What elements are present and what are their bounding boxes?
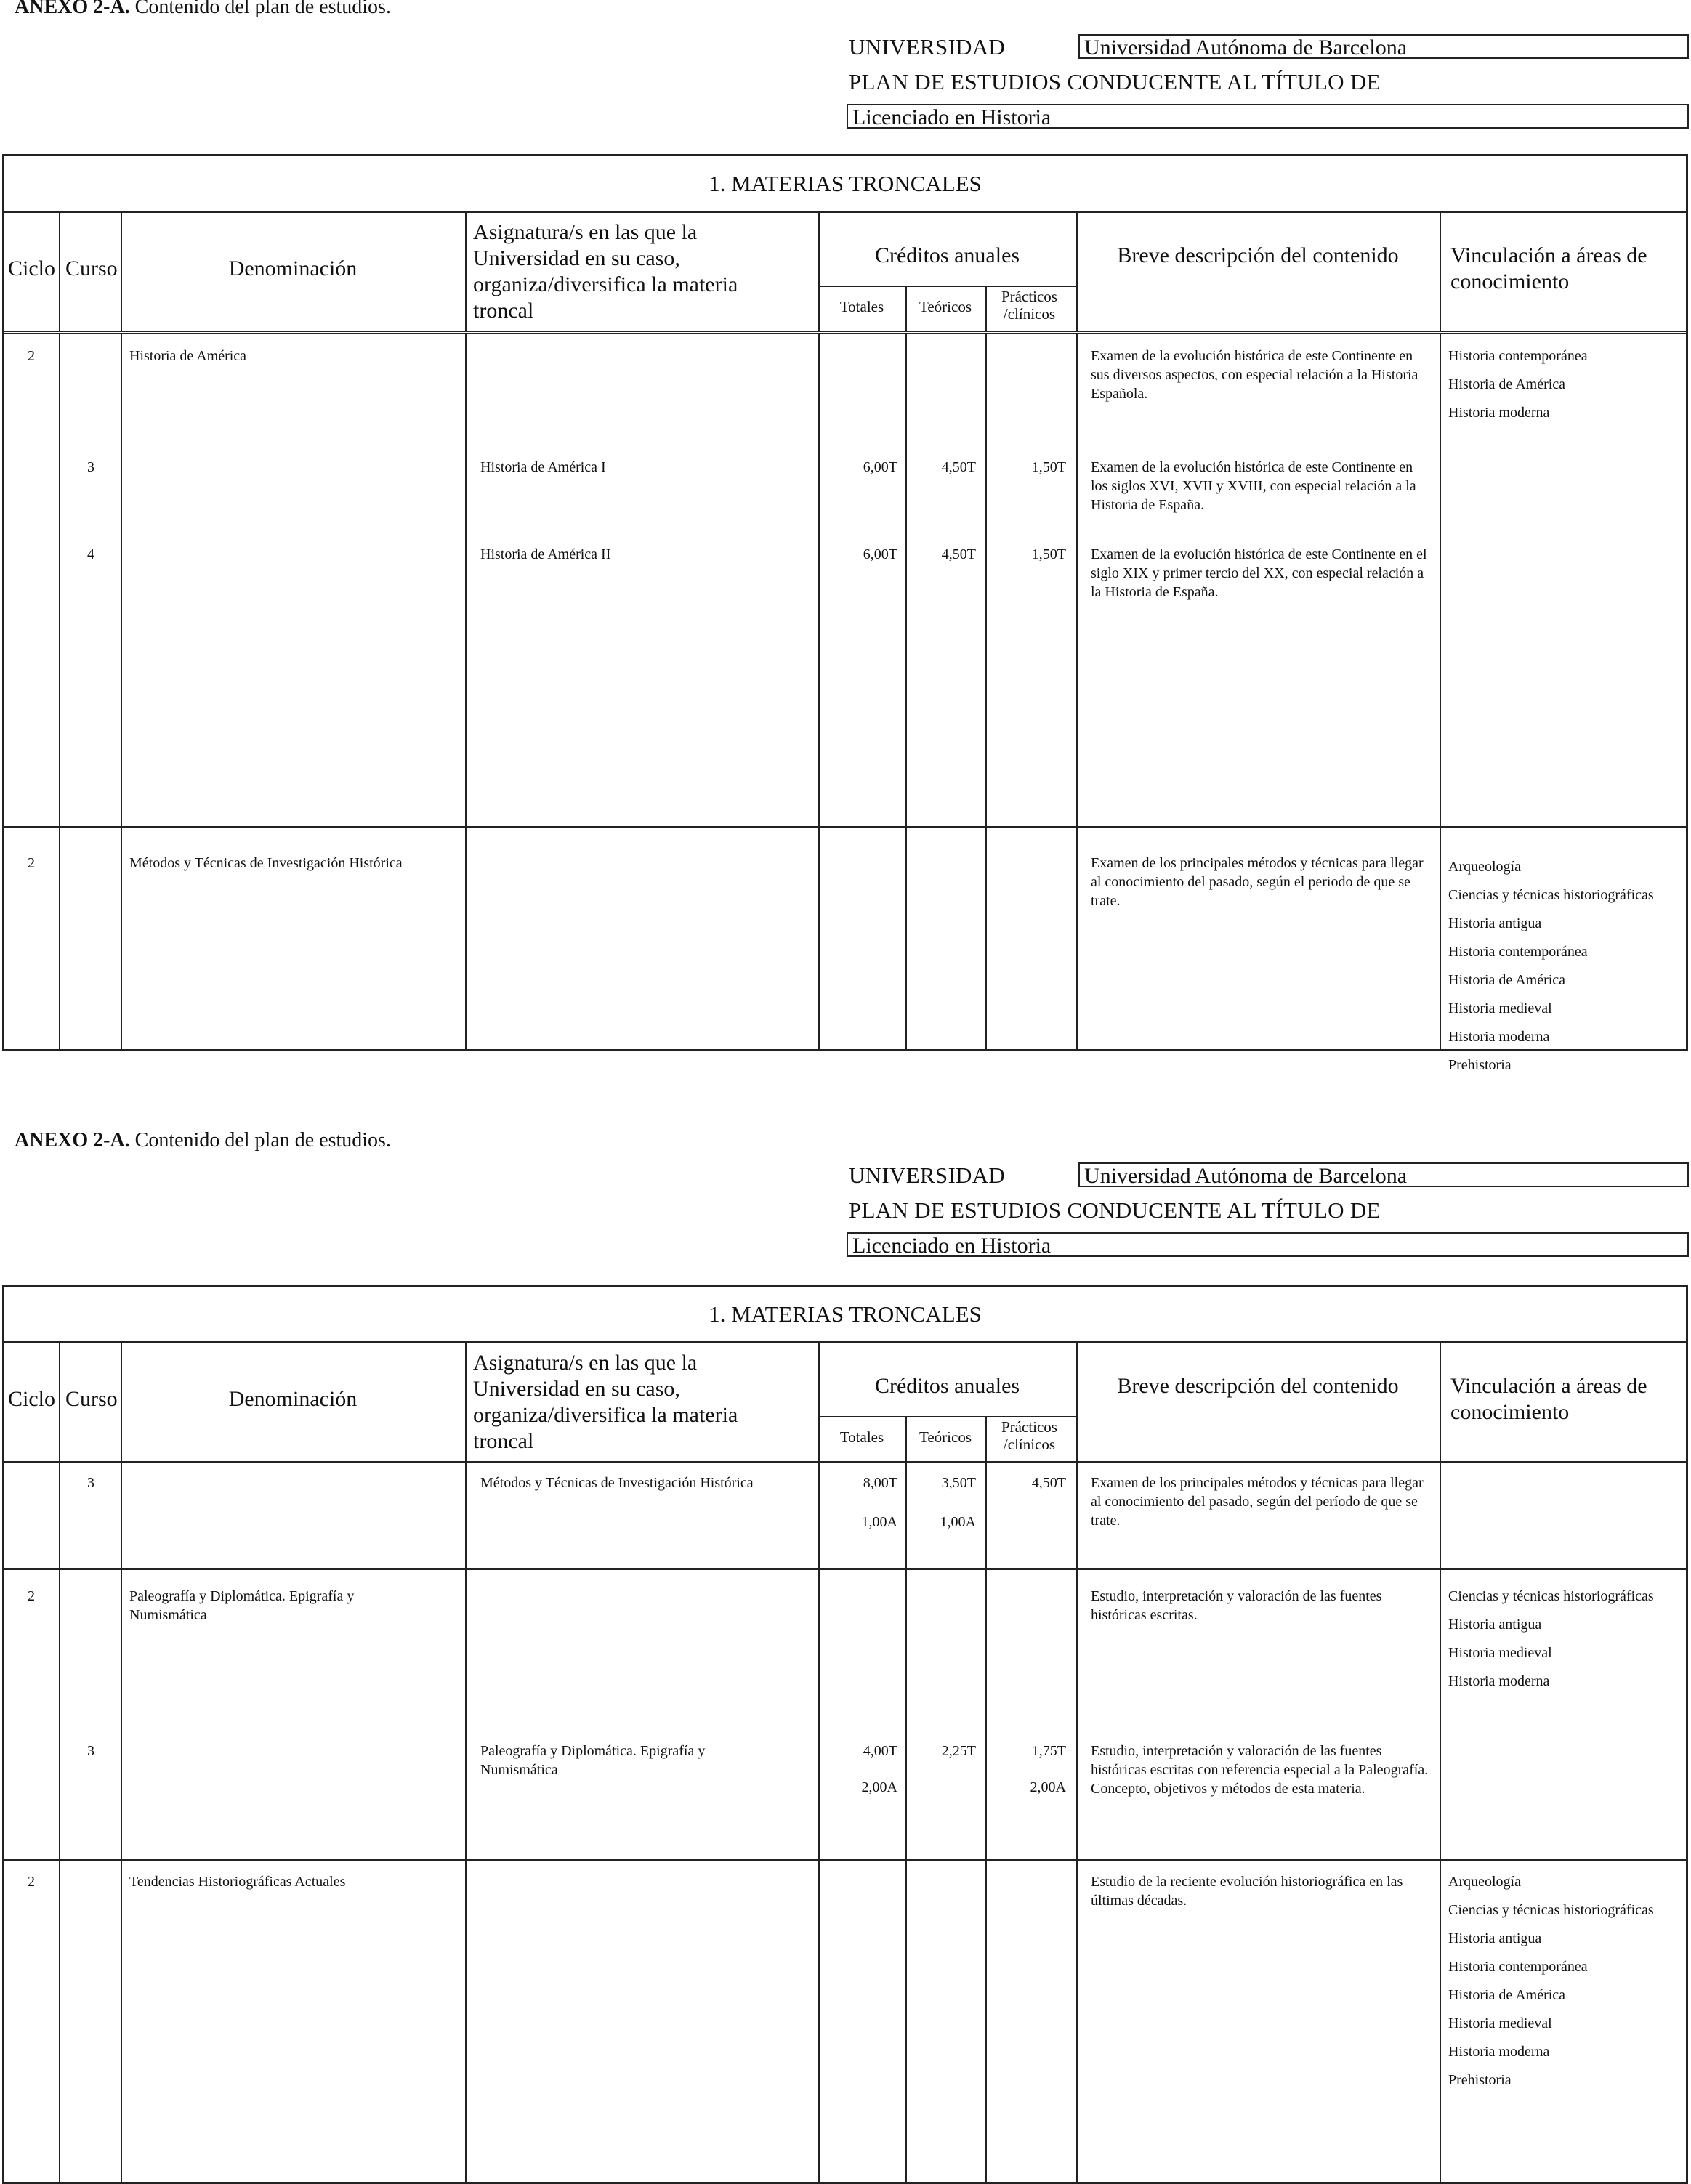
table-row-group	[4, 1461, 1686, 1570]
table-header	[4, 1341, 1686, 1463]
plan-label: PLAN DE ESTUDIOS CONDUCENTE AL TÍTULO DE	[849, 69, 1381, 94]
cell-denominacion: Paleografía y Diplomática. Epigrafía y Numismática	[129, 1588, 355, 1623]
table-header	[4, 211, 1686, 334]
header-asignatura: Asignatura/s en las que la Universidad en su caso, organiza/diversifica la materia troncal	[473, 220, 738, 323]
header-teoricos: Teóricos	[919, 1428, 972, 1446]
cell-curso: 4	[87, 546, 94, 562]
cell-descripcion: Examen de los principales métodos y técnicas para llegar al conocimiento del pasado, según el periodo de que se trate.	[1091, 855, 1424, 909]
cell-totales: 1,00A	[861, 1514, 897, 1530]
cell-practicos: 2,00A	[1030, 1779, 1066, 1795]
section-title: 1. MATERIAS TRONCALES	[4, 1287, 1686, 1343]
cell-asignatura: Historia de América I	[480, 459, 606, 475]
cell-totales: 6,00T	[863, 459, 897, 475]
cell-asignatura: Historia de América II	[480, 546, 611, 562]
header-creditos: Créditos anuales	[874, 1374, 1020, 1398]
header-vinculacion: Vinculación a áreas de conocimiento	[1450, 243, 1647, 294]
cell-areas: Historia contemporánea Historia de América Historia moderna	[1448, 348, 1588, 421]
annex-heading: ANEXO 2-A. Contenido del plan de estudios.	[15, 1129, 391, 1152]
header-asignatura: Asignatura/s en las que la Universidad en su caso, organiza/diversifica la materia troncal	[473, 1351, 738, 1453]
header-curso: Curso	[65, 1387, 118, 1411]
header-totales: Totales	[839, 1428, 884, 1446]
header-teoricos: Teóricos	[919, 298, 972, 315]
cell-practicos: 1,75T	[1031, 1743, 1066, 1759]
section-title: 1. MATERIAS TRONCALES	[4, 156, 1686, 213]
cell-teoricos: 3,50T	[941, 1475, 976, 1491]
cell-descripcion: Examen de la evolución histórica de este Continente en el siglo XIX y primer tercio del XX, con especial relación a la Historia de España.	[1091, 546, 1427, 600]
annex-heading: ANEXO 2-A. Contenido del plan de estudios.	[15, 0, 391, 18]
materias-table-1	[2, 154, 1688, 1073]
header-descripcion: Breve descripción del contenido	[1117, 243, 1399, 267]
cell-curso: 3	[87, 1743, 94, 1759]
cell-descripcion: Examen de los principales métodos y técnicas para llegar al conocimiento del pasado, según del período de que se trate.	[1091, 1475, 1424, 1529]
cell-asignatura: Métodos y Técnicas de Investigación Histórica	[480, 1475, 754, 1491]
cell-denominacion: Tendencias Historiográficas Actuales	[129, 1874, 346, 1890]
header-vinculacion: Vinculación a áreas de conocimiento	[1450, 1374, 1647, 1424]
universidad-label: UNIVERSIDAD	[849, 1162, 1006, 1188]
cell-descripcion: Examen de la evolución histórica de este Continente en los siglos XVI, XVII y XVIII, con especial relación a la Historia de España.	[1091, 459, 1416, 513]
cell-areas: Arqueología Ciencias y técnicas historiográficas Historia antigua Historia contemporánea Historia de América Historia medieval Historia moderna Prehistoria	[1448, 1874, 1654, 2088]
cell-practicos: 1,50T	[1031, 459, 1066, 475]
cell-asignatura: Paleografía y Diplomática. Epigrafía y Numismática	[480, 1743, 706, 1778]
cell-denominacion: Historia de América	[129, 348, 247, 364]
cell-practicos: 4,50T	[1031, 1475, 1066, 1491]
cell-descripcion: Estudio, interpretación y valoración de las fuentes históricas escritas.	[1091, 1588, 1382, 1623]
cell-totales: 8,00T	[863, 1475, 897, 1491]
cell-ciclo: 2	[28, 1588, 35, 1604]
cell-totales: 4,00T	[863, 1743, 897, 1759]
header-descripcion: Breve descripción del contenido	[1117, 1374, 1399, 1398]
header-curso: Curso	[65, 256, 118, 280]
header-ciclo: Ciclo	[8, 1387, 55, 1411]
cell-teoricos: 4,50T	[941, 546, 976, 562]
header-practicos: Prácticos /clínicos	[1001, 1418, 1057, 1453]
header-creditos: Créditos anuales	[874, 243, 1020, 267]
titulo-field: Licenciado en Historia	[847, 1232, 1689, 1257]
cell-curso: 3	[87, 459, 94, 475]
header-denominacion: Denominación	[228, 256, 358, 280]
table-row-group	[4, 1570, 1686, 1861]
cell-ciclo: 2	[28, 855, 35, 871]
table-row-group	[4, 334, 1686, 828]
cell-teoricos: 1,00A	[940, 1514, 976, 1530]
cell-totales: 2,00A	[861, 1779, 897, 1795]
cell-teoricos: 2,25T	[941, 1743, 976, 1759]
table-row-group	[4, 828, 1686, 1073]
plan-label: PLAN DE ESTUDIOS CONDUCENTE AL TÍTULO DE	[849, 1197, 1381, 1223]
cell-areas: Ciencias y técnicas historiográficas Historia antigua Historia medieval Historia moderna	[1448, 1588, 1654, 1689]
universidad-label: UNIVERSIDAD	[849, 34, 1006, 60]
cell-totales: 6,00T	[863, 546, 897, 562]
cell-descripcion: Examen de la evolución histórica de este Continente en sus diversos aspectos, con especial relación a la Historia Española.	[1091, 348, 1418, 402]
cell-ciclo: 2	[28, 1874, 35, 1890]
cell-descripcion: Estudio de la reciente evolución historiográfica en las últimas décadas.	[1091, 1874, 1403, 1909]
header-practicos: Prácticos /clínicos	[1001, 288, 1057, 323]
titulo-field: Licenciado en Historia	[847, 104, 1689, 129]
cell-descripcion: Estudio, interpretación y valoración de las fuentes históricas escritas con referencia especial a la Paleografía. Concepto, objetivos y métodos de esta materia.	[1091, 1743, 1429, 1797]
cell-ciclo: 2	[28, 348, 35, 364]
cell-areas: Arqueología Ciencias y técnicas historiográficas Historia antigua Historia contemporánea Historia de América Historia medieval Historia moderna Prehistoria	[1448, 859, 1654, 1073]
header-denominacion: Denominación	[228, 1387, 358, 1411]
materias-table-2	[2, 1285, 1688, 2184]
cell-practicos: 1,50T	[1031, 546, 1066, 562]
header-totales: Totales	[839, 298, 884, 315]
table-row-group	[4, 1861, 1686, 2180]
cell-denominacion: Métodos y Técnicas de Investigación Histórica	[129, 855, 403, 871]
header-ciclo: Ciclo	[8, 256, 55, 280]
universidad-field: Universidad Autónoma de Barcelona	[1078, 34, 1689, 59]
cell-teoricos: 4,50T	[941, 459, 976, 475]
cell-curso: 3	[87, 1475, 94, 1491]
universidad-field: Universidad Autónoma de Barcelona	[1078, 1162, 1689, 1187]
